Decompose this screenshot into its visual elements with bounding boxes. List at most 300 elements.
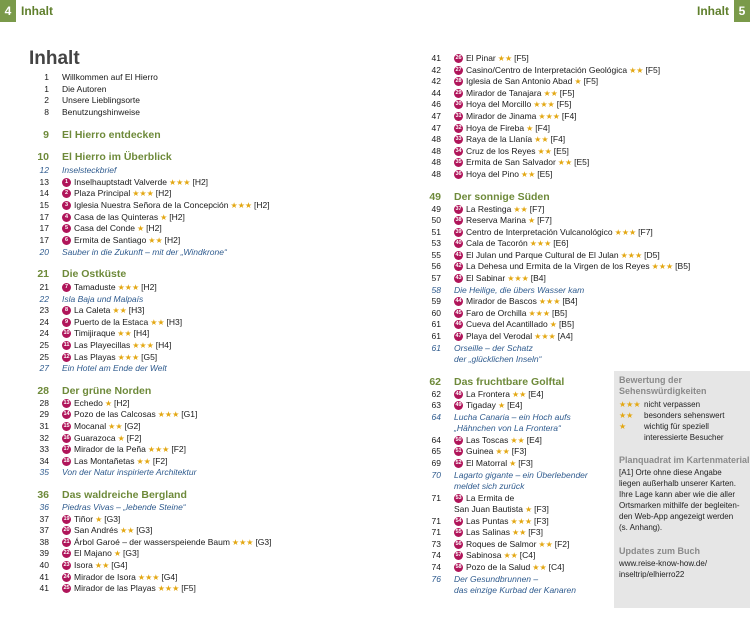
grid-reference: [H2] bbox=[169, 212, 185, 222]
toc-entry-label: Unsere Lieblingsorte bbox=[62, 95, 140, 105]
toc-entry bbox=[29, 282, 319, 293]
map-marker-badge: 35 bbox=[455, 159, 462, 165]
toc-entry-label: Von der Natur inspirierte Architektur bbox=[62, 467, 197, 477]
rating-title-line1: Bewertung der bbox=[619, 375, 683, 385]
toc-entry-label: El Matorral bbox=[466, 458, 508, 468]
map-marker-badge: 14 bbox=[63, 411, 70, 417]
rating-text: interessierte Besucher bbox=[644, 433, 724, 442]
map-marker-badge: 10 bbox=[63, 330, 70, 336]
toc-entry-text bbox=[62, 572, 177, 583]
toc-entry-text bbox=[62, 537, 272, 548]
star-rating-icon: ★ bbox=[574, 77, 582, 86]
toc-entry-label: Benutzungshinweise bbox=[62, 107, 140, 117]
toc-entry-label: Ein Hotel am Ende der Welt bbox=[62, 363, 167, 373]
toc-entry-text bbox=[454, 585, 576, 596]
star-rating-icon: ★★★ bbox=[137, 573, 160, 582]
map-marker-badge: 48 bbox=[455, 391, 462, 397]
toc-page-number: 36 bbox=[39, 502, 49, 512]
grid-reference: [F5] bbox=[556, 99, 572, 109]
plan-title: Planquadrat im Kartenmaterial bbox=[619, 455, 750, 465]
toc-entry-label: Hoya del Morcillo bbox=[466, 99, 532, 109]
grid-reference: [F3] bbox=[534, 516, 549, 526]
toc-entry-text bbox=[454, 446, 526, 457]
star-rating-icon: ★★★ bbox=[538, 112, 560, 121]
toc-entry-label: La Caleta bbox=[74, 305, 111, 315]
map-marker-badge: 42 bbox=[455, 263, 462, 269]
toc-entry-label: La Ermita de bbox=[466, 493, 515, 503]
toc-entry-label: Tiñor bbox=[74, 514, 94, 524]
toc-entry-label: El Pinar bbox=[466, 53, 496, 63]
star-icon: ★★ bbox=[619, 411, 634, 420]
star-rating-icon: ★★★ bbox=[614, 228, 637, 237]
toc-page-number: 14 bbox=[39, 188, 49, 198]
star-rating-icon: ★★ bbox=[148, 236, 163, 245]
grid-reference: [H3] bbox=[166, 317, 183, 327]
toc-entry bbox=[421, 400, 611, 411]
toc-page-number: 46 bbox=[431, 99, 441, 109]
toc-page-number: 25 bbox=[39, 352, 49, 362]
page-title: Inhalt bbox=[29, 48, 80, 69]
toc-feature-entry bbox=[29, 165, 319, 176]
toc-feature-entry bbox=[421, 470, 611, 481]
toc-page-number: 35 bbox=[39, 467, 49, 477]
toc-entry bbox=[29, 235, 319, 246]
toc-entry bbox=[29, 177, 319, 188]
toc-entry bbox=[29, 95, 319, 106]
toc-entry-text bbox=[62, 352, 157, 363]
toc-entry-text bbox=[62, 165, 116, 176]
grid-reference: [F7] bbox=[529, 204, 545, 214]
star-rating-icon: ★★ bbox=[538, 540, 553, 549]
star-rating-icon: ★★★ bbox=[147, 445, 170, 454]
grid-reference: [F4] bbox=[535, 123, 550, 133]
toc-feature-entry bbox=[29, 502, 319, 513]
star-rating-icon: ★★★ bbox=[651, 262, 674, 271]
rating-row bbox=[619, 421, 709, 432]
toc-entry-text bbox=[454, 412, 571, 423]
toc-entry-label: Plaza Principal bbox=[74, 188, 131, 198]
map-marker-badge: 32 bbox=[455, 125, 462, 131]
toc-entry-label: das einzige Kurbad der Kanaren bbox=[454, 585, 576, 595]
toc-feature-entry bbox=[29, 294, 319, 305]
toc-page-number: 24 bbox=[39, 317, 49, 327]
toc-entry bbox=[421, 319, 611, 330]
toc-entry-label: San Juan Bautista bbox=[454, 504, 523, 514]
toc-entry-text bbox=[62, 282, 157, 293]
toc-page-number: 13 bbox=[39, 177, 49, 187]
toc-entry-text bbox=[62, 560, 127, 571]
toc-entry-label: Tamaduste bbox=[74, 282, 116, 292]
toc-page-number: 10 bbox=[37, 151, 49, 163]
toc-entry-text bbox=[454, 261, 690, 272]
toc-entry bbox=[29, 421, 319, 432]
grid-reference: [G2] bbox=[124, 421, 141, 431]
toc-entry-text bbox=[454, 146, 569, 157]
toc-page-number: 23 bbox=[39, 305, 49, 315]
star-rating-icon: ★★ bbox=[503, 551, 518, 560]
map-marker-badge: 8 bbox=[62, 306, 71, 315]
toc-entry-text bbox=[62, 456, 167, 467]
toc-entry-text bbox=[454, 76, 598, 87]
star-rating-icon: ★★★ bbox=[510, 517, 533, 526]
map-marker-badge: 53 bbox=[455, 495, 462, 501]
toc-entry-text bbox=[62, 525, 152, 536]
toc-page-number: 53 bbox=[431, 238, 441, 248]
toc-section-heading bbox=[29, 386, 319, 397]
toc-entry-text bbox=[454, 377, 564, 388]
map-marker-badge: 26 bbox=[455, 55, 462, 61]
toc-entry-text bbox=[454, 111, 577, 122]
toc-page-number: 70 bbox=[431, 470, 441, 480]
map-marker-badge: 33 bbox=[455, 136, 462, 142]
star-icon: ★ bbox=[619, 422, 627, 431]
toc-entry-text bbox=[62, 212, 185, 223]
toc-page-number: 36 bbox=[37, 489, 49, 501]
toc-page-number: 31 bbox=[39, 421, 49, 431]
grid-reference: [F7] bbox=[638, 227, 653, 237]
toc-entry-text bbox=[454, 493, 514, 504]
toc-entry bbox=[29, 525, 319, 536]
toc-entry bbox=[29, 84, 319, 95]
toc-entry-label: Roques de Salmor bbox=[466, 539, 537, 549]
star-rating-icon: ★★ bbox=[119, 526, 135, 535]
toc-page-number: 32 bbox=[39, 433, 49, 443]
toc-entry bbox=[29, 317, 319, 328]
toc-page-number: 27 bbox=[39, 363, 49, 373]
star-icon: ★★★ bbox=[619, 400, 641, 409]
map-marker-badge: 25 bbox=[63, 585, 70, 591]
toc-entry-text bbox=[454, 238, 568, 249]
toc-page-number: 49 bbox=[431, 204, 441, 214]
map-marker-badge: 58 bbox=[455, 564, 462, 570]
toc-entry bbox=[421, 65, 661, 76]
toc-feature-entry bbox=[421, 481, 611, 492]
toc-entry bbox=[421, 527, 611, 538]
toc-entry-text bbox=[454, 273, 546, 284]
toc-entry-label: Tigaday bbox=[466, 400, 496, 410]
star-rating-icon: ★★ bbox=[534, 135, 549, 144]
toc-entry-label: Faro de Orchilla bbox=[466, 308, 527, 318]
toc-entry-text bbox=[454, 389, 543, 400]
star-rating-icon: ★★ bbox=[117, 329, 132, 338]
toc-entry-text bbox=[62, 583, 196, 594]
star-rating-icon: ★★ bbox=[520, 170, 536, 179]
map-marker-badge: 13 bbox=[63, 400, 70, 406]
toc-page-number: 57 bbox=[431, 273, 441, 283]
updates-line[interactable]: www.reise-know-how.de/ bbox=[619, 559, 708, 568]
grid-reference: [F5] bbox=[645, 65, 661, 75]
star-rating-icon: ★ bbox=[497, 401, 506, 410]
map-marker-badge: 4 bbox=[62, 213, 71, 222]
toc-section-heading bbox=[421, 192, 611, 203]
toc-entry-label: Das fruchtbare Golftal bbox=[454, 376, 565, 388]
toc-entry-text bbox=[62, 200, 270, 211]
updates-title: Updates zum Buch bbox=[619, 546, 701, 556]
toc-entry bbox=[29, 560, 319, 571]
toc-page-number: 8 bbox=[44, 107, 49, 117]
toc-page-number: 47 bbox=[431, 123, 441, 133]
toc-entry-text bbox=[62, 72, 158, 83]
star-rating-icon: ★★★ bbox=[132, 189, 154, 198]
grid-reference: [F7] bbox=[537, 215, 552, 225]
toc-entry-text bbox=[454, 400, 522, 411]
toc-entry bbox=[421, 493, 611, 504]
map-marker-badge: 45 bbox=[455, 310, 462, 316]
toc-page-number: 61 bbox=[431, 343, 441, 353]
plan-line: [A1] Orte ohne diese Angabe bbox=[619, 468, 722, 477]
toc-section-heading bbox=[29, 269, 319, 280]
toc-entry-text bbox=[454, 227, 653, 238]
toc-entry-label: Árbol Garoé – der wasserspeiende Baum bbox=[74, 537, 230, 547]
toc-feature-entry bbox=[421, 574, 611, 585]
toc-entry-text bbox=[454, 574, 538, 585]
left-header bbox=[0, 0, 58, 22]
toc-entry bbox=[421, 157, 611, 168]
star-rating-icon: ★★ bbox=[94, 561, 110, 570]
toc-entry bbox=[421, 308, 611, 319]
toc-entry-text bbox=[454, 516, 549, 527]
toc-entry bbox=[421, 331, 611, 342]
toc-section-heading bbox=[29, 130, 319, 141]
toc-entry-label: Mirador de Tanajara bbox=[466, 88, 542, 98]
toc-entry-label: Isora bbox=[74, 560, 93, 570]
rating-text: wichtig für speziell bbox=[644, 422, 709, 431]
toc-entry bbox=[421, 215, 611, 226]
toc-page-number: 64 bbox=[431, 412, 441, 422]
toc-entry-label: Isla Baja und Malpaís bbox=[62, 294, 144, 304]
toc-entry-text bbox=[454, 134, 565, 145]
toc-entry bbox=[421, 169, 611, 180]
toc-entry-label: Guarazoca bbox=[74, 433, 116, 443]
map-marker-badge: 41 bbox=[455, 252, 462, 258]
toc-entry bbox=[421, 458, 611, 469]
toc-entry bbox=[421, 435, 611, 446]
star-rating-icon: ★ bbox=[549, 320, 557, 329]
map-marker-badge: 52 bbox=[455, 460, 462, 466]
grid-reference: [F3] bbox=[534, 504, 549, 514]
toc-entry-text bbox=[454, 354, 541, 365]
grid-reference: [H2] bbox=[254, 200, 270, 210]
rating-text: besonders sehenswert bbox=[644, 411, 725, 420]
toc-entry-label: Orseille – der Schatz bbox=[454, 343, 533, 353]
grid-reference: [F4] bbox=[550, 134, 566, 144]
toc-entry-label: La Restinga bbox=[466, 204, 512, 214]
toc-page-number: 44 bbox=[431, 88, 441, 98]
toc-page-number: 62 bbox=[431, 389, 441, 399]
toc-entry bbox=[421, 261, 691, 272]
toc-entry-text bbox=[454, 215, 552, 226]
toc-entry-text bbox=[62, 223, 162, 234]
toc-page-number: 64 bbox=[431, 435, 441, 445]
grid-reference: [B5] bbox=[551, 308, 568, 318]
toc-entry-label: Centro de Interpretación Vulcanológico bbox=[466, 227, 613, 237]
toc-entry bbox=[29, 188, 319, 199]
map-marker-badge: 5 bbox=[62, 224, 71, 233]
toc-entry-label: Inselhauptstadt Valverde bbox=[74, 177, 167, 187]
map-marker-badge: 55 bbox=[455, 529, 462, 535]
star-rating-icon: ★★★ bbox=[168, 178, 191, 187]
toc-entry-text bbox=[454, 65, 660, 76]
grid-reference: [E5] bbox=[553, 146, 569, 156]
grid-reference: [B4] bbox=[530, 273, 546, 283]
toc-page-number: 22 bbox=[39, 294, 49, 304]
toc-entry-text bbox=[62, 294, 143, 305]
map-marker-badge: 18 bbox=[63, 458, 70, 464]
updates-line[interactable]: inseltrip/elhierro22 bbox=[619, 570, 685, 579]
grid-reference: [G1] bbox=[181, 409, 198, 419]
right-page-number: 5 bbox=[734, 0, 750, 22]
toc-entry bbox=[421, 539, 611, 550]
plan-line: (s. Anhang). bbox=[619, 523, 663, 532]
grid-reference: [H4] bbox=[155, 340, 172, 350]
toc-page-number: 39 bbox=[39, 548, 49, 558]
toc-entry-label: Puerto de la Estaca bbox=[74, 317, 149, 327]
map-marker-badge: 44 bbox=[455, 298, 462, 304]
toc-entry-text bbox=[62, 107, 140, 118]
grid-reference: [F2] bbox=[152, 456, 168, 466]
map-marker-badge: 47 bbox=[455, 333, 462, 339]
toc-entry-label: Mirador de las Playas bbox=[74, 583, 156, 593]
toc-page-number: 41 bbox=[39, 572, 49, 582]
toc-entry-label: El Majano bbox=[74, 548, 112, 558]
map-marker-badge: 6 bbox=[62, 236, 71, 245]
toc-entry-label: Lagarto gigante – ein Überlebender bbox=[454, 470, 588, 480]
star-rating-icon: ★★ bbox=[108, 422, 123, 431]
toc-page-number: 17 bbox=[39, 235, 49, 245]
toc-entry-label: Willkommen auf El Hierro bbox=[62, 72, 158, 82]
toc-page-number: 48 bbox=[431, 146, 441, 156]
grid-reference: [F5] bbox=[181, 583, 196, 593]
toc-entry-text bbox=[454, 331, 573, 342]
star-rating-icon: ★★ bbox=[510, 436, 525, 445]
legend-box bbox=[614, 371, 750, 608]
star-rating-icon: ★★ bbox=[150, 318, 165, 327]
toc-entry-text bbox=[454, 343, 533, 354]
toc-page-number: 33 bbox=[39, 444, 49, 454]
star-rating-icon: ★★★ bbox=[117, 283, 140, 292]
toc-entry-text bbox=[62, 188, 171, 199]
toc-entry bbox=[29, 548, 319, 559]
toc-entry bbox=[421, 123, 611, 134]
grid-reference: [F4] bbox=[561, 111, 577, 121]
star-rating-icon: ★★ bbox=[629, 66, 644, 75]
toc-entry-text bbox=[454, 539, 569, 550]
toc-entry-label: Raya de la Llanía bbox=[466, 134, 533, 144]
toc-entry-label: Las Puntas bbox=[466, 516, 509, 526]
toc-entry-label: Las Playas bbox=[74, 352, 116, 362]
toc-page-number: 58 bbox=[431, 285, 441, 295]
toc-section-heading bbox=[29, 152, 319, 163]
toc-page-number: 17 bbox=[39, 212, 49, 222]
star-rating-icon: ★★★ bbox=[117, 353, 140, 362]
toc-page-number: 41 bbox=[39, 583, 49, 593]
left-header-label: Inhalt bbox=[21, 4, 53, 18]
toc-entry bbox=[29, 409, 319, 420]
map-marker-badge: 16 bbox=[63, 435, 70, 441]
toc-entry-label: Mocanal bbox=[74, 421, 107, 431]
toc-entry-label: Inselsteckbrief bbox=[62, 165, 117, 175]
toc-entry-text bbox=[454, 562, 564, 573]
map-marker-badge: 46 bbox=[455, 321, 462, 327]
grid-reference: [H3] bbox=[128, 305, 145, 315]
star-rating-icon: ★★ bbox=[537, 147, 552, 156]
toc-entry-label: Pozo de la Salud bbox=[466, 562, 531, 572]
toc-entry bbox=[29, 223, 319, 234]
toc-page-number: 20 bbox=[39, 247, 49, 257]
map-marker-badge: 24 bbox=[63, 574, 70, 580]
toc-entry bbox=[421, 204, 611, 215]
toc-entry-text bbox=[454, 88, 574, 99]
toc-entry-text bbox=[62, 269, 126, 280]
toc-entry bbox=[421, 504, 611, 515]
map-marker-badge: 43 bbox=[455, 275, 462, 281]
toc-entry-text bbox=[62, 328, 149, 339]
toc-entry-label: El Sabinar bbox=[466, 273, 506, 283]
toc-page-number: 62 bbox=[429, 376, 441, 388]
toc-entry-label: Hoya del Pino bbox=[466, 169, 519, 179]
toc-entry bbox=[421, 562, 611, 573]
toc-entry-label: Ermita de San Salvador bbox=[466, 157, 556, 167]
toc-entry-text bbox=[62, 235, 180, 246]
star-rating-icon: ★ bbox=[136, 224, 145, 233]
rating-row bbox=[619, 432, 724, 443]
toc-page-number: 50 bbox=[431, 215, 441, 225]
plan-line: den Web-App angezeigt werden bbox=[619, 512, 734, 521]
toc-page-number: 29 bbox=[39, 409, 49, 419]
toc-section-heading bbox=[29, 490, 319, 501]
map-marker-badge: 12 bbox=[63, 354, 70, 360]
toc-entry-text bbox=[454, 319, 574, 330]
left-page-number: 4 bbox=[0, 0, 16, 22]
star-rating-icon: ★★★ bbox=[132, 341, 154, 350]
toc-page-number: 21 bbox=[39, 282, 49, 292]
grid-reference: [F5] bbox=[583, 76, 599, 86]
toc-entry-text bbox=[62, 502, 186, 513]
toc-entry-label: Das waldreiche Bergland bbox=[62, 489, 187, 501]
toc-entry-text bbox=[62, 421, 141, 432]
toc-feature-entry bbox=[421, 423, 611, 434]
toc-entry-label: Lucha Canaria – ein Hoch aufs bbox=[454, 412, 571, 422]
toc-entry-text bbox=[62, 317, 182, 328]
toc-entry-label: Die Ostküste bbox=[62, 268, 127, 280]
map-marker-badge: 11 bbox=[63, 342, 70, 348]
toc-page-number: 60 bbox=[431, 308, 441, 318]
toc-entry bbox=[421, 389, 611, 400]
star-rating-icon: ★★★ bbox=[529, 239, 552, 248]
map-marker-badge: 31 bbox=[455, 113, 462, 119]
toc-entry-label: Las Playecillas bbox=[74, 340, 131, 350]
toc-entry-label: Der Gesundbrunnen – bbox=[454, 574, 539, 584]
grid-reference: [A4] bbox=[557, 331, 573, 341]
toc-entry-text bbox=[62, 398, 130, 409]
toc-entry-label: Cruz de los Reyes bbox=[466, 146, 536, 156]
toc-entry bbox=[29, 305, 319, 316]
star-rating-icon: ★★★ bbox=[157, 410, 180, 419]
toc-page-number: 24 bbox=[39, 328, 49, 338]
toc-entry-label: Echedo bbox=[74, 398, 103, 408]
toc-entry-text bbox=[454, 504, 549, 515]
toc-feature-entry bbox=[421, 343, 611, 354]
grid-reference: [E5] bbox=[574, 157, 590, 167]
toc-entry bbox=[421, 273, 611, 284]
toc-entry-label: Las Toscas bbox=[466, 435, 509, 445]
toc-page-number: 56 bbox=[431, 261, 441, 271]
toc-feature-entry bbox=[29, 247, 319, 258]
toc-feature-entry bbox=[421, 354, 611, 365]
map-marker-badge: 57 bbox=[455, 552, 462, 558]
toc-entry bbox=[29, 107, 319, 118]
toc-entry bbox=[29, 72, 319, 83]
